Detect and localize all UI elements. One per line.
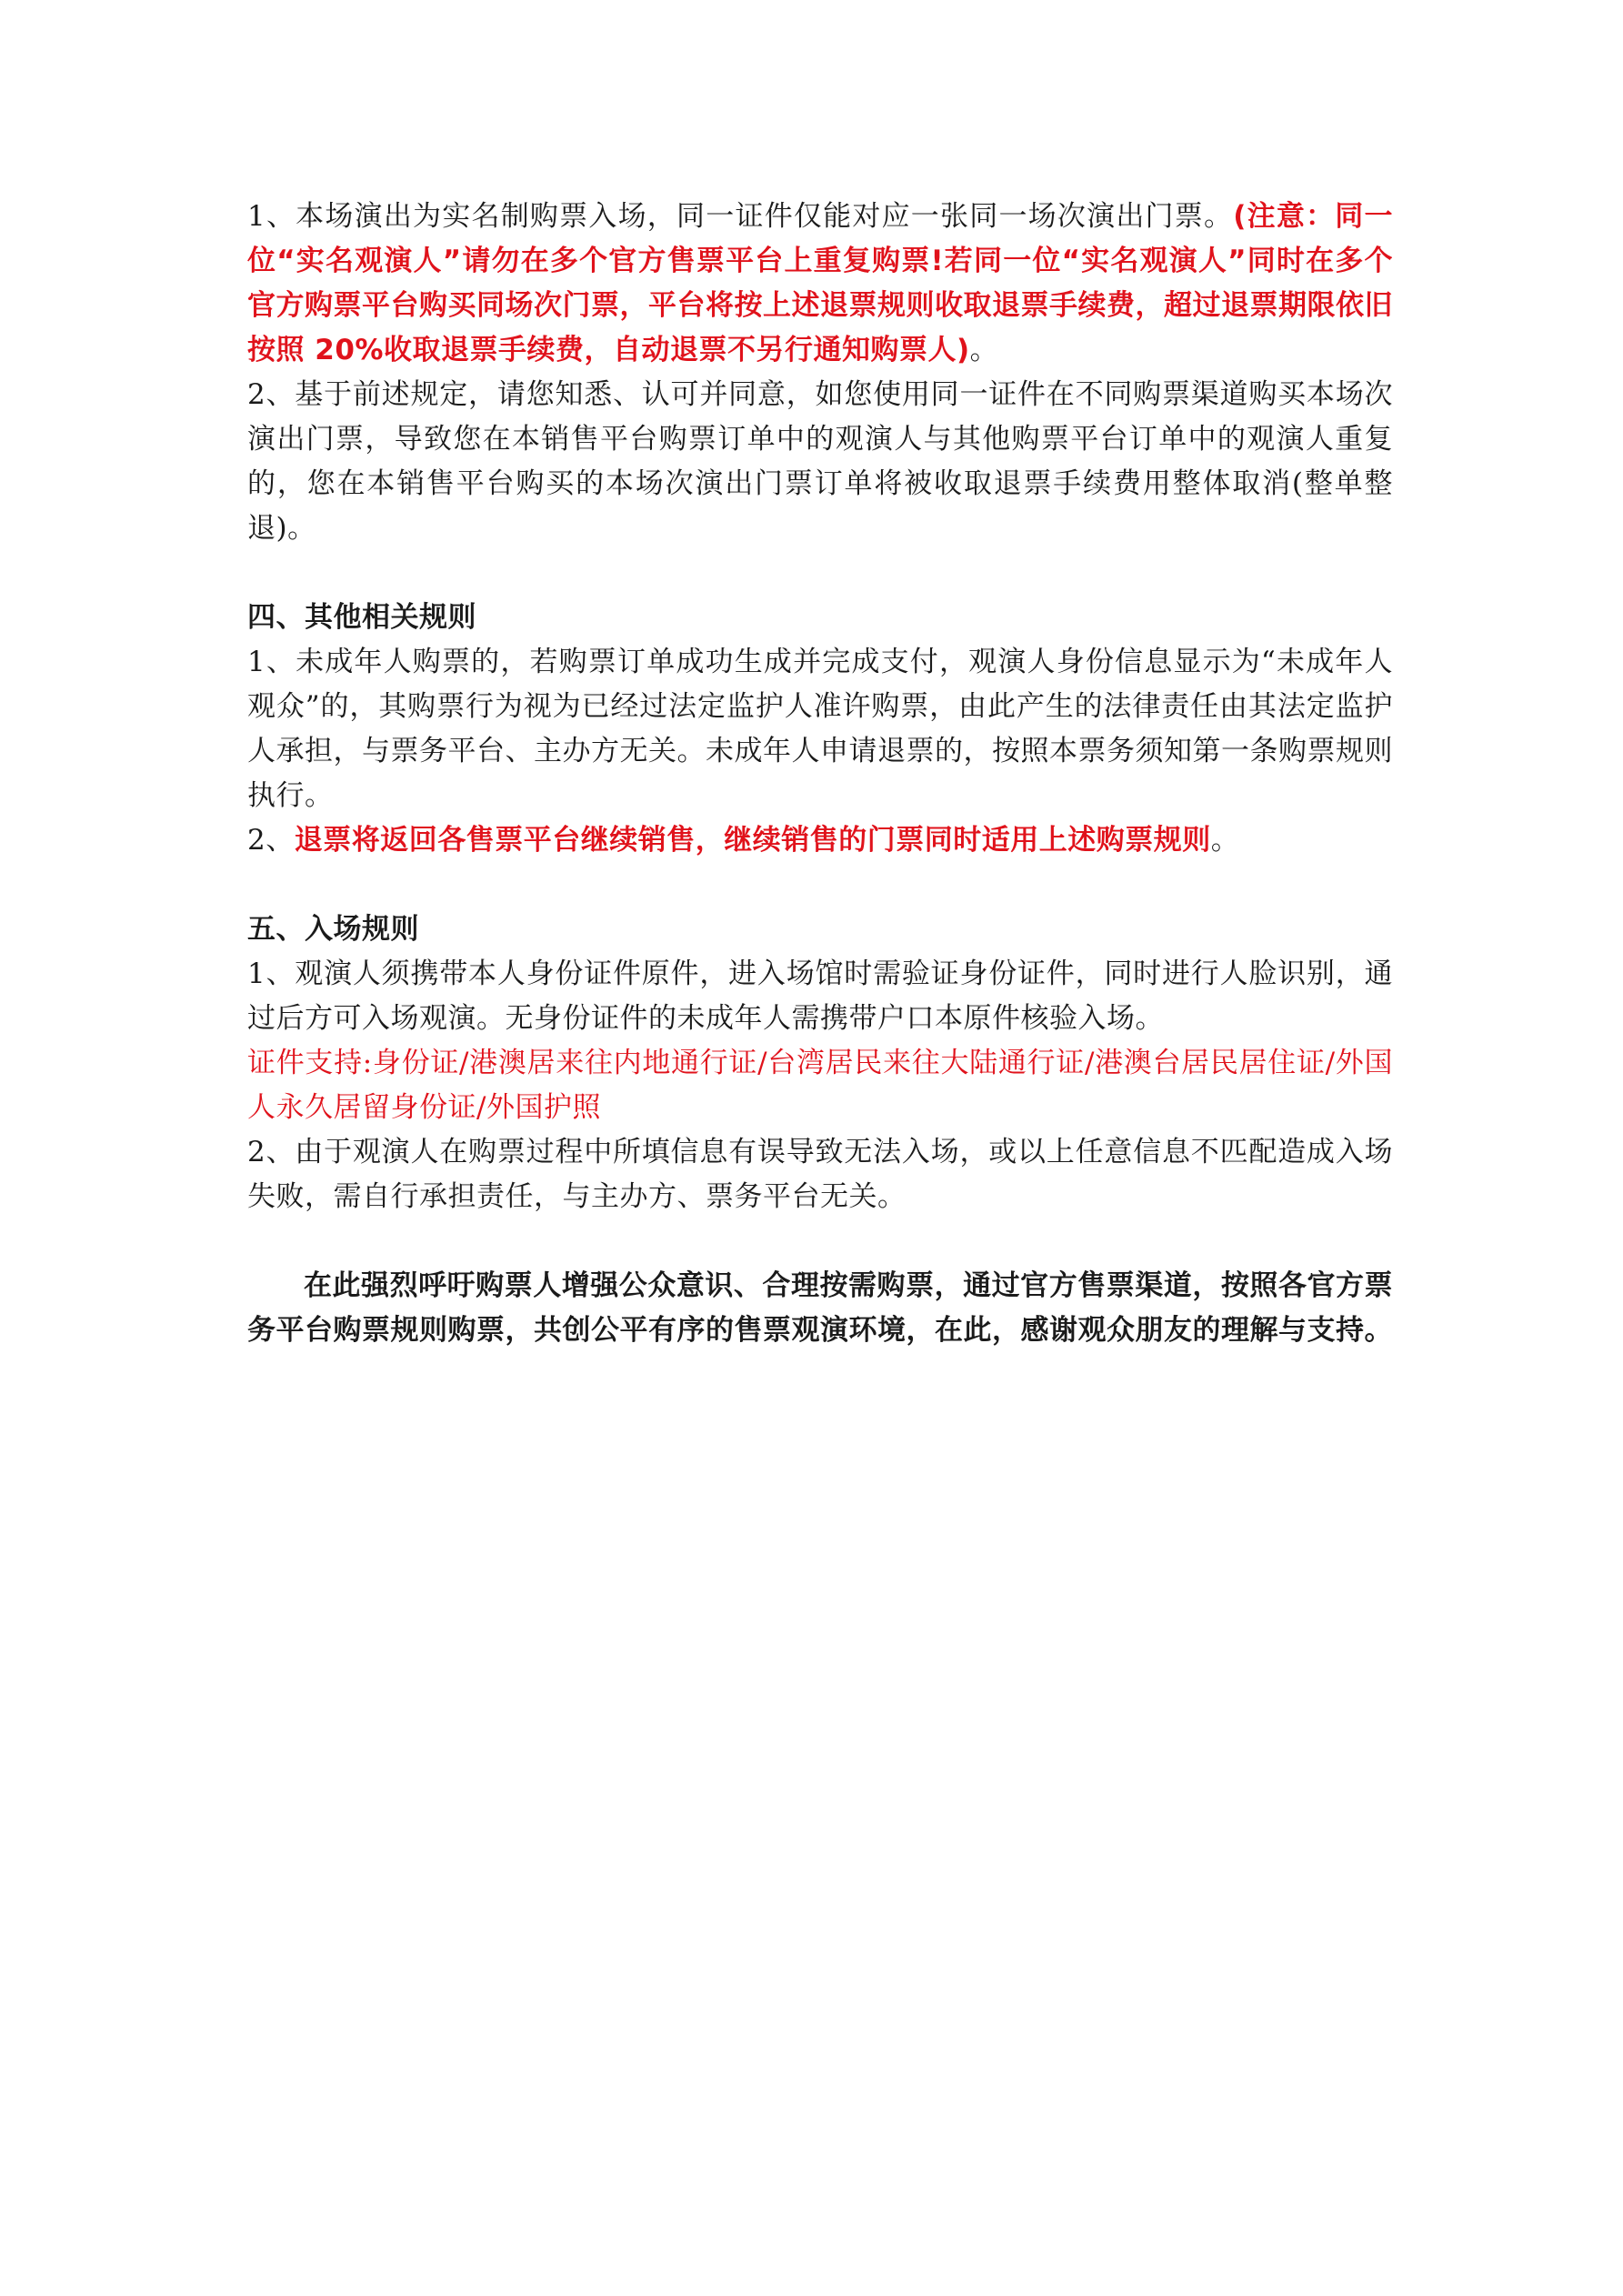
spacer xyxy=(247,1219,1393,1264)
section4-item1: 1、未成年人购票的，若购票订单成功生成并完成支付，观演人身份信息显示为“未成年人观众”的，其购票行为视为已经过法定监护人准许购票，由此产生的法律责任由其法定监护人承担，与票务平台、主办方无关。未成年人申请退票的，按照本票务须知第一条购票规则执行。 xyxy=(247,646,1393,812)
section5-heading: 五、入场规则 xyxy=(247,913,419,946)
section4-heading: 四、其他相关规则 xyxy=(247,601,476,634)
document-page xyxy=(247,195,1393,1353)
section4-item2 xyxy=(247,818,1393,863)
closing-statement: 在此强烈呼吁购票人增强公众意识、合理按需购票，通过官方售票渠道，按照各官方票务平台购票规则购票，共创公平有序的售票观演环境，在此，感谢观众朋友的理解与支持。 xyxy=(247,1269,1393,1347)
section3-item1 xyxy=(247,195,1393,373)
section5-id-support: 证件支持:身份证/港澳居来往内地通行证/台湾居民来往大陆通行证/港澳台居民居住证/外国人永久居留身份证/外国护照 xyxy=(247,1047,1393,1124)
section5-item2: 2、由于观演人在购票过程中所填信息有误导致无法入场，或以上任意信息不匹配造成入场失败，需自行承担责任，与主办方、票务平台无关。 xyxy=(247,1136,1393,1213)
section3-item2: 2、基于前述规定，请您知悉、认可并同意，如您使用同一证件在不同购票渠道购买本场次演出门票，导致您在本销售平台购票订单中的观演人与其他购票平台订单中的观演人重复的，您在本销售平台购买的本场次演出门票订单将被收取退票手续费用整体取消(整单整退)。 xyxy=(247,378,1393,545)
section4-item2-suffix: 。 xyxy=(1210,824,1240,857)
section5-item1: 1、观演人须携带本人身份证件原件，进入场馆时需验证身份证件，同时进行人脸识别，通过后方可入场观演。无身份证件的未成年人需携带户口本原件核验入场。 xyxy=(247,958,1393,1035)
spacer xyxy=(247,863,1393,907)
section4-item2-notice: 退票将返回各售票平台继续销售，继续销售的门票同时适用上述购票规则 xyxy=(294,824,1211,857)
spacer xyxy=(247,551,1393,596)
section3-item1-notice: (注意：同一位“实名观演人”请勿在多个官方售票平台上重复购票!若同一位“实名观演人”同时在多个官方购票平台购买同场次门票，平台将按上述退票规则收取退票手续费，超过退票期限依旧按照 20%收取退票手续费，自动退票不另行通知购票人) xyxy=(247,200,1393,366)
section4-item2-prefix: 2、 xyxy=(247,824,295,857)
section3-item1-prefix: 1、本场演出为实名制购票入场，同一证件仅能对应一张同一场次演出门票。 xyxy=(247,200,1234,233)
section3-item1-suffix: 。 xyxy=(969,334,999,366)
